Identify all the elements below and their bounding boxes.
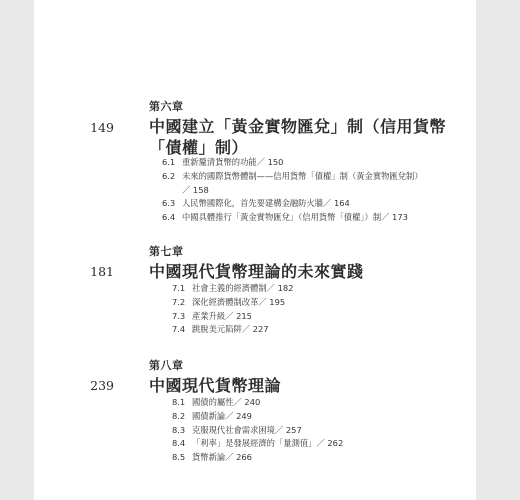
chapter-label: 第七章	[149, 245, 184, 258]
toc-entry[interactable]	[172, 296, 472, 310]
section-title: 深化經濟體制改革／ 195	[192, 296, 286, 307]
section-number: 6.2	[162, 170, 176, 181]
section-title: 產業升級／ 215	[192, 310, 252, 321]
toc-page	[34, 0, 476, 500]
chapter-label: 第八章	[149, 359, 184, 372]
section-title: 國債新論／ 249	[192, 410, 252, 421]
section-title: 國債的屬性／ 240	[192, 397, 261, 407]
section-title: 克服現代社會需求困境／ 257	[192, 424, 302, 435]
chapter-title-line: 中國現代貨幣理論的未來實踐	[149, 262, 364, 281]
section-title: 中國具體推行「黃金實物匯兌」（信用貨幣「債權」）制／ 173	[182, 212, 408, 223]
toc-entry[interactable]	[172, 451, 472, 465]
section-number: 6.1	[162, 157, 176, 167]
section-title: 未來的國際貨幣體制——信用貨幣「債權」制（黃金實物匯兌制）	[182, 170, 423, 181]
chapter-page-number: 181	[90, 264, 114, 279]
chapter-title	[149, 116, 449, 158]
toc-entry[interactable]	[172, 424, 472, 438]
chapter-label: 第六章	[149, 100, 184, 113]
toc-entry[interactable]	[172, 437, 472, 451]
toc-entry[interactable]	[162, 211, 462, 225]
chapter-title-line: 「債權」制）	[149, 138, 249, 157]
section-number: 7.1	[172, 283, 186, 293]
section-number: 7.3	[172, 310, 186, 321]
section-title: 社會主義的經濟體制／ 182	[192, 283, 294, 293]
section-list	[172, 282, 472, 337]
section-number: 8.4	[172, 438, 186, 449]
section-list	[172, 396, 472, 465]
toc-entry[interactable]	[172, 323, 472, 337]
toc-entry[interactable]	[162, 197, 462, 211]
section-title: 貨幣新論／ 266	[192, 452, 252, 463]
section-number: 8.1	[172, 397, 186, 407]
section-number: 8.5	[172, 452, 186, 463]
section-list	[162, 156, 462, 225]
section-title: 跳脫美元陷阱／ 227	[192, 324, 269, 335]
toc-entry[interactable]	[172, 410, 472, 424]
toc-entry[interactable]	[162, 170, 462, 184]
chapter-title	[149, 375, 449, 396]
toc-entry-continuation: ／ 158	[182, 184, 209, 195]
chapter-page-number: 149	[90, 120, 114, 135]
section-number: 8.2	[172, 410, 186, 421]
section-number: 7.2	[172, 296, 186, 307]
section-title: 重新釐清貨幣的功能／ 150	[182, 157, 284, 167]
chapter-title-line: 中國建立「黃金實物匯兌」制（信用貨幣	[149, 117, 447, 136]
page-gutter	[0, 0, 34, 500]
section-title: 「利率」是發展經濟的「量測值」／ 262	[192, 438, 344, 449]
section-number: 6.4	[162, 212, 176, 223]
toc-entry[interactable]	[162, 156, 462, 170]
section-number: 6.3	[162, 198, 176, 209]
toc-entry[interactable]	[172, 310, 472, 324]
section-title: 人民幣國際化，首先要建構金融防火牆／ 164	[182, 198, 350, 209]
chapter-page-number: 239	[90, 378, 114, 393]
section-number: 7.4	[172, 324, 186, 335]
section-number: 8.3	[172, 424, 186, 435]
toc-entry[interactable]	[172, 396, 472, 410]
chapter-title-line: 中國現代貨幣理論	[149, 376, 282, 395]
toc-entry[interactable]	[172, 282, 472, 296]
chapter-title	[149, 261, 449, 282]
